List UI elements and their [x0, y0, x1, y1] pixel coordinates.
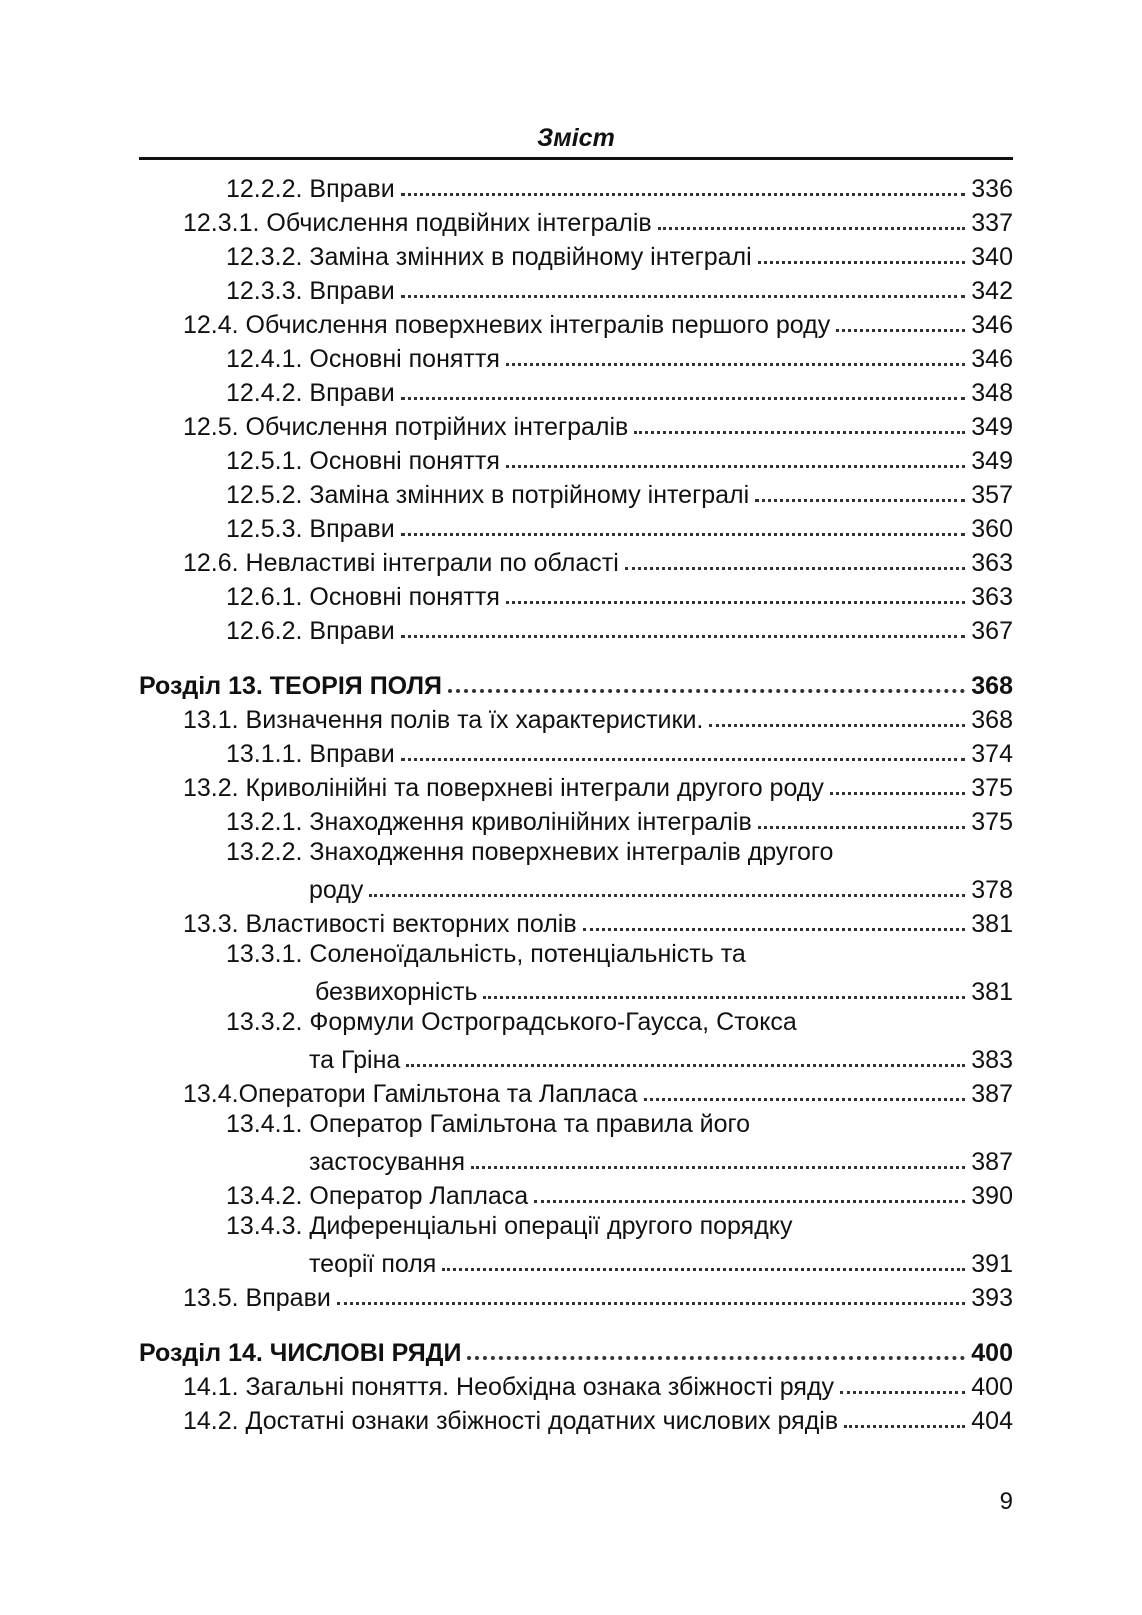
- toc-entry-label: 13.3.1. Соленоїдальність, потенціальність та: [226, 940, 746, 968]
- toc-entry-page: 390: [971, 1182, 1013, 1210]
- toc-entry: [226, 374, 1013, 408]
- toc-entry-page: 367: [971, 617, 1013, 645]
- toc-entry: [226, 510, 1013, 544]
- toc-entry: [183, 544, 1013, 578]
- toc-entry: [315, 973, 1013, 1007]
- leader-dots: [401, 758, 966, 761]
- leader-dots: [758, 826, 966, 829]
- leader-dots: [583, 928, 966, 931]
- toc-entry-page: 357: [971, 481, 1013, 509]
- leader-dots: [442, 1268, 965, 1271]
- leader-dots: [467, 1356, 965, 1360]
- chapter-heading: [139, 667, 1013, 701]
- toc-entry: [183, 905, 1013, 939]
- toc-entry-continuation: теорії поля: [309, 1250, 437, 1278]
- leader-dots: [506, 465, 965, 468]
- toc-entry-label: 12.5.2. Заміна змінних в потрійному інтегралі: [226, 481, 750, 509]
- toc-entry-page: 360: [971, 515, 1013, 543]
- toc-entry: [309, 1041, 1013, 1075]
- toc-entry-label: 12.5.3. Вправи: [226, 515, 395, 543]
- toc-entry-label: 13.5. Вправи: [183, 1284, 331, 1312]
- leader-dots: [401, 397, 966, 400]
- toc-entry-label: 12.6. Невластиві інтеграли по області: [183, 549, 619, 577]
- toc-entry-label: 13.4.1. Оператор Гамільтона та правила його: [226, 1110, 751, 1138]
- leader-dots: [406, 1064, 965, 1067]
- toc-entry-page: 363: [971, 583, 1013, 611]
- toc-entry: [226, 735, 1013, 769]
- toc-entry-page: 400: [971, 1339, 1013, 1367]
- toc-entry-page: 346: [971, 311, 1013, 339]
- leader-dots: [830, 792, 965, 795]
- leader-dots: [401, 193, 966, 196]
- toc-entry: [183, 701, 1013, 735]
- leader-dots: [658, 227, 966, 230]
- leader-dots: [401, 635, 966, 638]
- leader-dots: [506, 601, 965, 604]
- toc-entry-label: 13.4.2. Оператор Лапласа: [226, 1182, 529, 1210]
- toc-entry-label: 13.4.Оператори Гамільтона та Лапласа: [183, 1080, 638, 1108]
- leader-dots: [844, 1425, 965, 1428]
- toc-entry-label: 12.3.1. Обчислення подвійних інтегралів: [183, 209, 652, 237]
- toc-entry: [226, 476, 1013, 510]
- leader-dots: [483, 996, 965, 999]
- toc-entry-page: 387: [971, 1080, 1013, 1108]
- toc-entry-label: 12.4.2. Вправи: [226, 379, 395, 407]
- toc-entry-page: 340: [971, 243, 1013, 271]
- toc-entry-label: 12.3.2. Заміна змінних в подвійному інтегралі: [226, 243, 752, 271]
- toc-entry-label: 12.3.3. Вправи: [226, 277, 395, 305]
- toc-entry-page: 368: [971, 706, 1013, 734]
- toc-entry: [226, 340, 1013, 374]
- toc-entry-page: 393: [971, 1284, 1013, 1312]
- toc-entry-label: 13.2. Криволінійні та поверхневі інтеграли другого роду: [183, 774, 824, 802]
- toc-entry-label: 13.3. Властивості векторних полів: [183, 910, 577, 938]
- leader-dots: [758, 261, 966, 264]
- toc-entry: [309, 1143, 1013, 1177]
- toc-entry-label: 12.6.2. Вправи: [226, 617, 395, 645]
- toc-entry-page: 391: [971, 1250, 1013, 1278]
- toc-entry-label: 14.1. Загальні поняття. Необхідна ознака збіжності ряду: [183, 1373, 835, 1401]
- toc-entry-continuation: застосування: [309, 1148, 465, 1176]
- toc-entry-label: Розділ 14. ЧИСЛОВІ РЯДИ: [139, 1339, 462, 1367]
- toc-entry-page: 349: [971, 413, 1013, 441]
- page-number: 9: [999, 1488, 1013, 1515]
- toc-entry-label: 12.6.1. Основні поняття: [226, 583, 500, 611]
- toc-entry: [226, 272, 1013, 306]
- toc-entry-page: 337: [971, 209, 1013, 237]
- toc-entry: [183, 769, 1013, 803]
- toc-entry: [226, 1177, 1013, 1211]
- toc-entry-page: 349: [971, 447, 1013, 475]
- toc-entry-label: 13.1.1. Вправи: [226, 740, 395, 768]
- toc-entry-page: 387: [971, 1148, 1013, 1176]
- leader-dots: [634, 431, 965, 434]
- leader-dots: [755, 499, 965, 502]
- leader-dots: [625, 567, 966, 570]
- toc-entry-page: 381: [971, 978, 1013, 1006]
- leader-dots: [337, 1302, 965, 1305]
- leader-dots: [401, 295, 966, 298]
- toc-entry-label: 14.2. Достатні ознаки збіжності додатних числових рядів: [183, 1407, 839, 1435]
- toc-entry-label: 12.4.1. Основні поняття: [226, 345, 500, 373]
- toc-entry-page: 368: [971, 672, 1013, 700]
- toc-entry-page: 378: [971, 876, 1013, 904]
- leader-dots: [644, 1098, 966, 1101]
- toc-entry-page: 375: [971, 774, 1013, 802]
- toc-entry-label: 12.5. Обчислення потрійних інтегралів: [183, 413, 629, 441]
- leader-dots: [836, 329, 965, 332]
- leader-dots: [840, 1391, 965, 1394]
- toc-entry-continuation: та Гріна: [309, 1046, 401, 1074]
- leader-dots: [534, 1200, 965, 1203]
- toc-entry-label: 13.2.1. Знаходження криволінійних інтегралів: [226, 808, 752, 836]
- leader-dots: [401, 533, 966, 536]
- toc-entry: [183, 204, 1013, 238]
- toc-entry-page: 400: [971, 1373, 1013, 1401]
- toc-entry-continuation: роду: [309, 876, 364, 904]
- chapter-heading: [139, 1334, 1013, 1368]
- toc-entry: [183, 306, 1013, 340]
- toc-entry-page: 375: [971, 808, 1013, 836]
- toc-entry-page: 404: [971, 1407, 1013, 1435]
- toc-entry-page: 381: [971, 910, 1013, 938]
- toc-entry-page: 342: [971, 277, 1013, 305]
- toc-entry: [183, 1368, 1013, 1402]
- toc-entry-page: 383: [971, 1046, 1013, 1074]
- toc-entry: [183, 1402, 1013, 1436]
- leader-dots: [471, 1166, 965, 1169]
- toc-entry: [309, 871, 1013, 905]
- toc-entry: [183, 1279, 1013, 1313]
- toc-entry: [226, 803, 1013, 837]
- toc-entry-label: 13.3.2. Формули Остроградського-Гаусса, Стокса: [226, 1008, 797, 1036]
- toc-entry: [226, 442, 1013, 476]
- toc-entry-label: Розділ 13. ТЕОРІЯ ПОЛЯ: [139, 672, 442, 700]
- toc-entry: [183, 408, 1013, 442]
- leader-dots: [448, 689, 965, 693]
- toc-entry-page: 363: [971, 549, 1013, 577]
- toc-entry: [309, 1245, 1013, 1279]
- toc-entry-continuation: безвихорність: [315, 978, 478, 1006]
- toc-entry: [183, 1075, 1013, 1109]
- toc-entry-label: 13.2.2. Знаходження поверхневих інтегралів другого: [226, 838, 834, 866]
- toc-entry-label: 12.5.1. Основні поняття: [226, 447, 500, 475]
- toc-entry: [226, 578, 1013, 612]
- leader-dots: [506, 363, 965, 366]
- toc-entry-page: 346: [971, 345, 1013, 373]
- toc-entry-label: 12.4. Обчислення поверхневих інтегралів першого роду: [183, 311, 831, 339]
- toc-entry: [226, 170, 1013, 204]
- leader-dots: [369, 894, 965, 897]
- toc-entry: [226, 612, 1013, 646]
- toc-entry-page: 336: [971, 175, 1013, 203]
- toc-entry: [226, 238, 1013, 272]
- toc-entry-label: 13.4.3. Диференціальні операції другого порядку: [226, 1212, 793, 1240]
- leader-dots: [709, 724, 965, 727]
- toc-entry-label: 13.1. Визначення полів та їх характеристики.: [183, 706, 704, 734]
- toc-entry-page: 348: [971, 379, 1013, 407]
- page-header: Зміст: [537, 124, 615, 152]
- toc-entry-label: 12.2.2. Вправи: [226, 175, 395, 203]
- toc-entry-page: 374: [971, 740, 1013, 768]
